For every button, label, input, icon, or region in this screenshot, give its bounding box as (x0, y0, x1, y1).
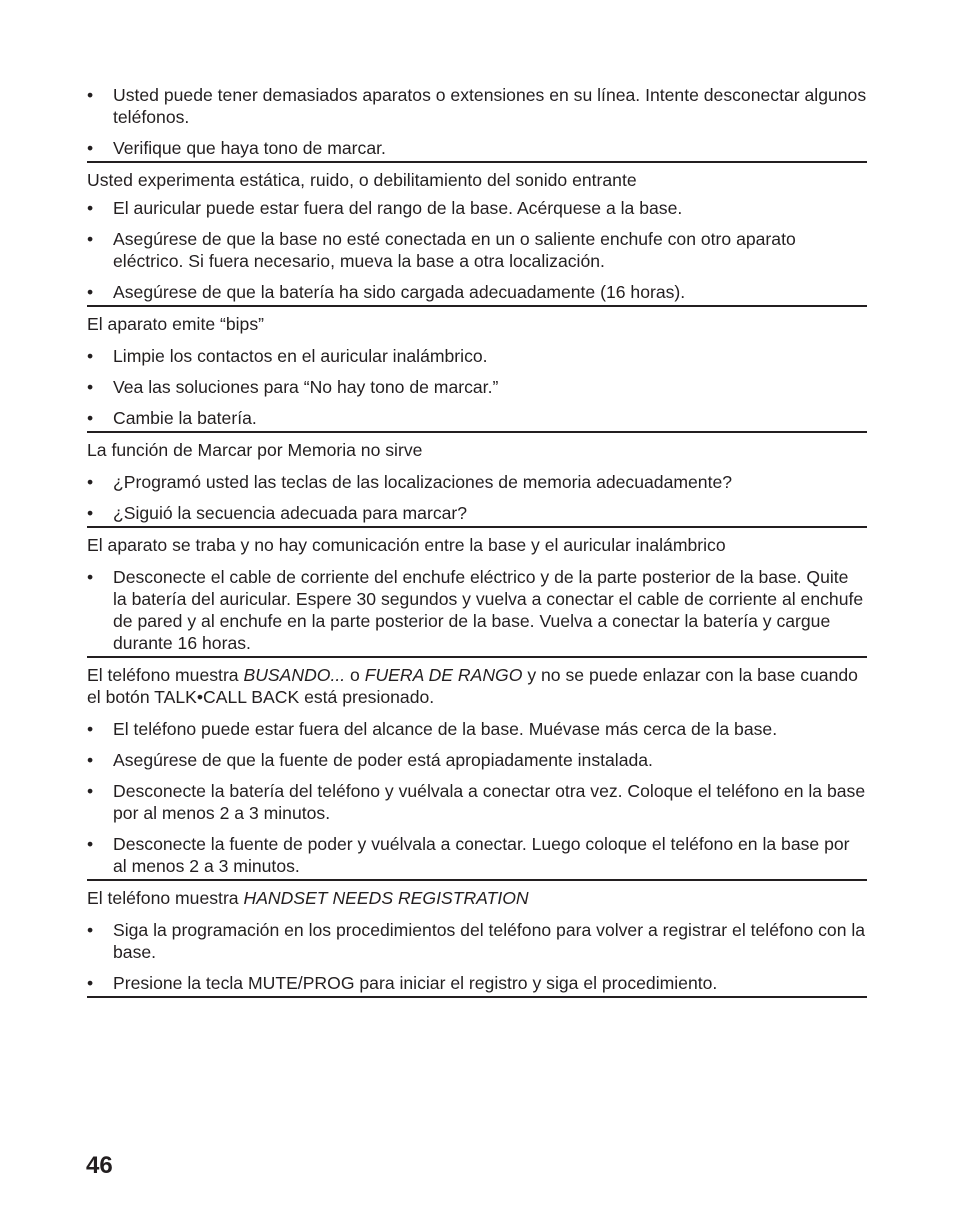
bullet-mark: • (87, 346, 94, 366)
solution-text: Usted puede tener demasiados aparatos o extensiones en su línea. Intente desconectar algunos teléfonos. (113, 85, 867, 127)
problem-heading: La función de Marcar por Memoria no sirve (87, 440, 423, 460)
solution-item (87, 407, 867, 429)
troubleshooting-section (87, 662, 867, 881)
solution-item (87, 281, 867, 303)
solution-text: El auricular puede estar fuera del rango de la base. Acérquese a la base. (113, 198, 683, 218)
display-message-handset-needs-registration: HANDSET NEEDS REGISTRATION (243, 888, 529, 908)
solution-item (87, 749, 867, 771)
display-message-busando: BUSANDO... (243, 665, 346, 685)
bullet-mark: • (87, 781, 94, 801)
problem-heading (87, 662, 867, 708)
problem-text: y no se puede enlazar con la base cuando el botón TALK•CALL BACK está presionado. (87, 665, 858, 707)
solution-item (87, 137, 867, 159)
bullet-mark: • (87, 750, 94, 770)
solution-list (87, 919, 867, 994)
bullet-mark: • (87, 973, 94, 993)
solution-item (87, 84, 867, 128)
problem-heading: Usted experimenta estática, ruido, o debilitamiento del sonido entrante (87, 170, 637, 190)
solution-item (87, 718, 867, 740)
bullet-mark: • (87, 85, 94, 105)
solution-list (87, 566, 867, 654)
solution-text: Desconecte la batería del teléfono y vuélvala a conectar otra vez. Coloque el teléfono en la base por al menos 2 a 3 minutos. (113, 781, 866, 823)
bullet-mark: • (87, 567, 94, 587)
solution-text: Siga la programación en los procedimientos del teléfono para volver a registrar el teléfono con la base. (113, 920, 866, 962)
solution-text: El teléfono puede estar fuera del alcance de la base. Muévase más cerca de la base. (113, 719, 778, 739)
solution-item (87, 919, 867, 963)
bullet-mark: • (87, 282, 94, 302)
solution-item (87, 566, 867, 654)
solution-text: Vea las soluciones para “No hay tono de marcar.” (113, 377, 499, 397)
bullet-mark: • (87, 229, 94, 249)
solution-item (87, 228, 867, 272)
solution-text: Presione la tecla MUTE/PROG para iniciar el registro y siga el procedimiento. (113, 973, 718, 993)
problem-heading: El aparato se traba y no hay comunicación entre la base y el auricular inalámbrico (87, 535, 726, 555)
solution-item (87, 471, 867, 493)
solution-item (87, 972, 867, 994)
solution-text: ¿Programó usted las teclas de las localizaciones de memoria adecuadamente? (113, 472, 733, 492)
solution-list (87, 345, 867, 429)
troubleshooting-section (87, 84, 867, 163)
solution-text: Limpie los contactos en el auricular inalámbrico. (113, 346, 488, 366)
display-message-fuera-de-rango: FUERA DE RANGO (364, 665, 523, 685)
bullet-mark: • (87, 472, 94, 492)
solution-text: Asegúrese de que la fuente de poder está apropiadamente instalada. (113, 750, 653, 770)
solution-item (87, 376, 867, 398)
problem-text: El teléfono muestra (87, 665, 244, 685)
page-number: 46 (86, 1152, 113, 1179)
troubleshooting-section (87, 167, 867, 307)
problem-heading: El aparato emite “bips” (87, 314, 264, 334)
problem-text: o (345, 665, 365, 685)
problem-text: El teléfono muestra (87, 888, 244, 908)
solution-text: Asegúrese de que la base no esté conectada en un o saliente enchufe con otro aparato eléctrico. Si fuera necesario, mueva la base a otra localización. (113, 229, 796, 271)
bullet-mark: • (87, 377, 94, 397)
solution-text: Desconecte el cable de corriente del enchufe eléctrico y de la parte posterior de la base. Quite la batería del auricular. Espere 30 segundos y vuelva a conectar el cable de corriente al enchufe de pared y al enchufe en la parte posterior de la base. Vuelva a conectar la batería y cargue durante 16 horas. (113, 567, 864, 653)
solution-list (87, 471, 867, 524)
troubleshooting-section (87, 885, 867, 998)
solution-list (87, 197, 867, 303)
problem-heading (87, 885, 867, 909)
solution-item (87, 502, 867, 524)
solution-item (87, 345, 867, 367)
solution-item (87, 197, 867, 219)
troubleshooting-section (87, 532, 867, 658)
troubleshooting-section (87, 437, 867, 528)
solution-list (87, 718, 867, 877)
bullet-mark: • (87, 198, 94, 218)
solution-text: Asegúrese de que la batería ha sido cargada adecuadamente (16 horas). (113, 282, 686, 302)
bullet-mark: • (87, 834, 94, 854)
bullet-mark: • (87, 503, 94, 523)
solution-item (87, 780, 867, 824)
solution-list (87, 84, 867, 159)
solution-text: Verifique que haya tono de marcar. (113, 138, 386, 158)
solution-item (87, 833, 867, 877)
solution-text: Cambie la batería. (113, 408, 257, 428)
bullet-mark: • (87, 920, 94, 940)
bullet-mark: • (87, 408, 94, 428)
troubleshooting-content (87, 84, 867, 998)
bullet-mark: • (87, 719, 94, 739)
bullet-mark: • (87, 138, 94, 158)
solution-text: Desconecte la fuente de poder y vuélvala a conectar. Luego coloque el teléfono en la base por al menos 2 a 3 minutos. (113, 834, 850, 876)
solution-text: ¿Siguió la secuencia adecuada para marcar? (113, 503, 468, 523)
troubleshooting-section (87, 311, 867, 433)
